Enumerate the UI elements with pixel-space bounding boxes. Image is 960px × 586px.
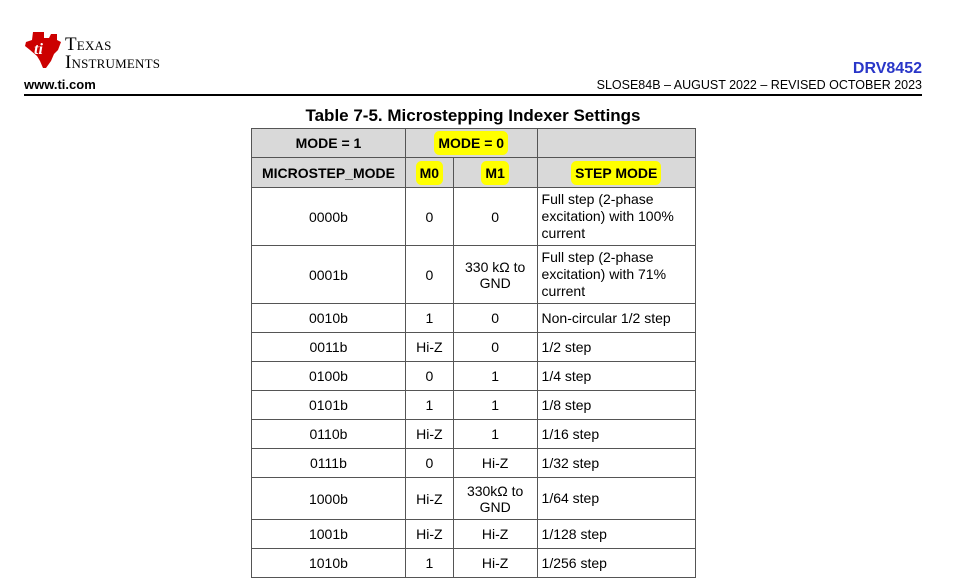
table-row [252, 449, 696, 478]
step-mode-value: 1/2 step [537, 333, 695, 362]
step-mode-value: 1/4 step [537, 362, 695, 391]
table-caption: Table 7-5. Microstepping Indexer Settings [305, 106, 641, 125]
m1-value: 0 [453, 188, 537, 246]
table-row [252, 246, 696, 304]
table-row [252, 549, 696, 578]
step-mode-value: 1/16 step [537, 420, 695, 449]
m1-value: 1 [453, 420, 537, 449]
m0-value: 1 [405, 549, 453, 578]
m1-value: Hi-Z [453, 449, 537, 478]
m1-value: Hi-Z [453, 549, 537, 578]
m0-value: 0 [405, 246, 453, 304]
m1-value: 1 [453, 362, 537, 391]
header-microstep-mode: MICROSTEP_MODE [252, 158, 406, 188]
step-mode-value: 1/256 step [537, 549, 695, 578]
microstep-code: 0000b [252, 188, 406, 246]
m0-value: Hi-Z [405, 520, 453, 549]
m1-value: Hi-Z [453, 520, 537, 549]
step-mode-value: 1/8 step [537, 391, 695, 420]
microstep-code: 0110b [252, 420, 406, 449]
step-mode-value: Non-circular 1/2 step [537, 304, 695, 333]
microstep-code: 1010b [252, 549, 406, 578]
table-row [252, 478, 696, 520]
m0-value: 0 [405, 362, 453, 391]
microstep-code: 0100b [252, 362, 406, 391]
header-mode1: MODE = 1 [252, 129, 406, 158]
table-row [252, 362, 696, 391]
ti-logo[interactable] [24, 28, 204, 78]
m1-value: 330 kΩ to GND [453, 246, 537, 304]
header-m1: M1 [485, 164, 505, 181]
microstep-code: 0111b [252, 449, 406, 478]
m0-value: 0 [405, 188, 453, 246]
table-row [252, 304, 696, 333]
header-step-mode: STEP MODE [575, 164, 658, 181]
step-mode-value: 1/128 step [537, 520, 695, 549]
m1-value: 1 [453, 391, 537, 420]
logo-line-1: Texas [65, 34, 112, 55]
header-mode0: MODE = 0 [438, 135, 505, 151]
m0-value: 1 [405, 304, 453, 333]
header-m1-cell [453, 158, 537, 188]
microstep-code: 0001b [252, 246, 406, 304]
ti-logo-icon [24, 30, 62, 70]
product-name[interactable]: DRV8452 [852, 60, 922, 77]
step-mode-value: 1/64 step [537, 478, 695, 520]
microstep-code: 1001b [252, 520, 406, 549]
m0-value: Hi-Z [405, 478, 453, 520]
m1-value: 330kΩ to GND [453, 478, 537, 520]
header-divider [24, 94, 922, 96]
header-m0-cell [405, 158, 453, 188]
svg-text:ti: ti [34, 41, 43, 58]
header-row-columns [252, 158, 696, 188]
table-row [252, 420, 696, 449]
m0-value: Hi-Z [405, 420, 453, 449]
m1-value: 0 [453, 333, 537, 362]
header-mode0-cell [405, 129, 537, 158]
table-row [252, 391, 696, 420]
step-mode-value: Full step (2-phase excitation) with 100% current [537, 188, 695, 246]
website-link[interactable]: www.ti.com [24, 77, 96, 92]
header-m0: M0 [419, 164, 440, 181]
table-row [252, 188, 696, 246]
logo-line-2: Instruments [65, 52, 161, 73]
table-row [252, 333, 696, 362]
header-step-mode-cell [537, 158, 695, 188]
m0-value: 1 [405, 391, 453, 420]
document-id: SLOSE84B – AUGUST 2022 – REVISED OCTOBER 2023 [596, 78, 922, 92]
header-row-mode [252, 129, 696, 158]
m0-value: Hi-Z [405, 333, 453, 362]
header-blank [537, 129, 695, 158]
microstep-code: 0101b [252, 391, 406, 420]
step-mode-value: Full step (2-phase excitation) with 71% current [537, 246, 695, 304]
ti-logo-wordmark [65, 36, 160, 72]
step-mode-value: 1/32 step [537, 449, 695, 478]
microstep-code: 0011b [252, 333, 406, 362]
m0-value: 0 [405, 449, 453, 478]
microstepping-table [251, 128, 696, 578]
table-row [252, 520, 696, 549]
microstep-code: 1000b [252, 478, 406, 520]
microstep-code: 0010b [252, 304, 406, 333]
m1-value: 0 [453, 304, 537, 333]
